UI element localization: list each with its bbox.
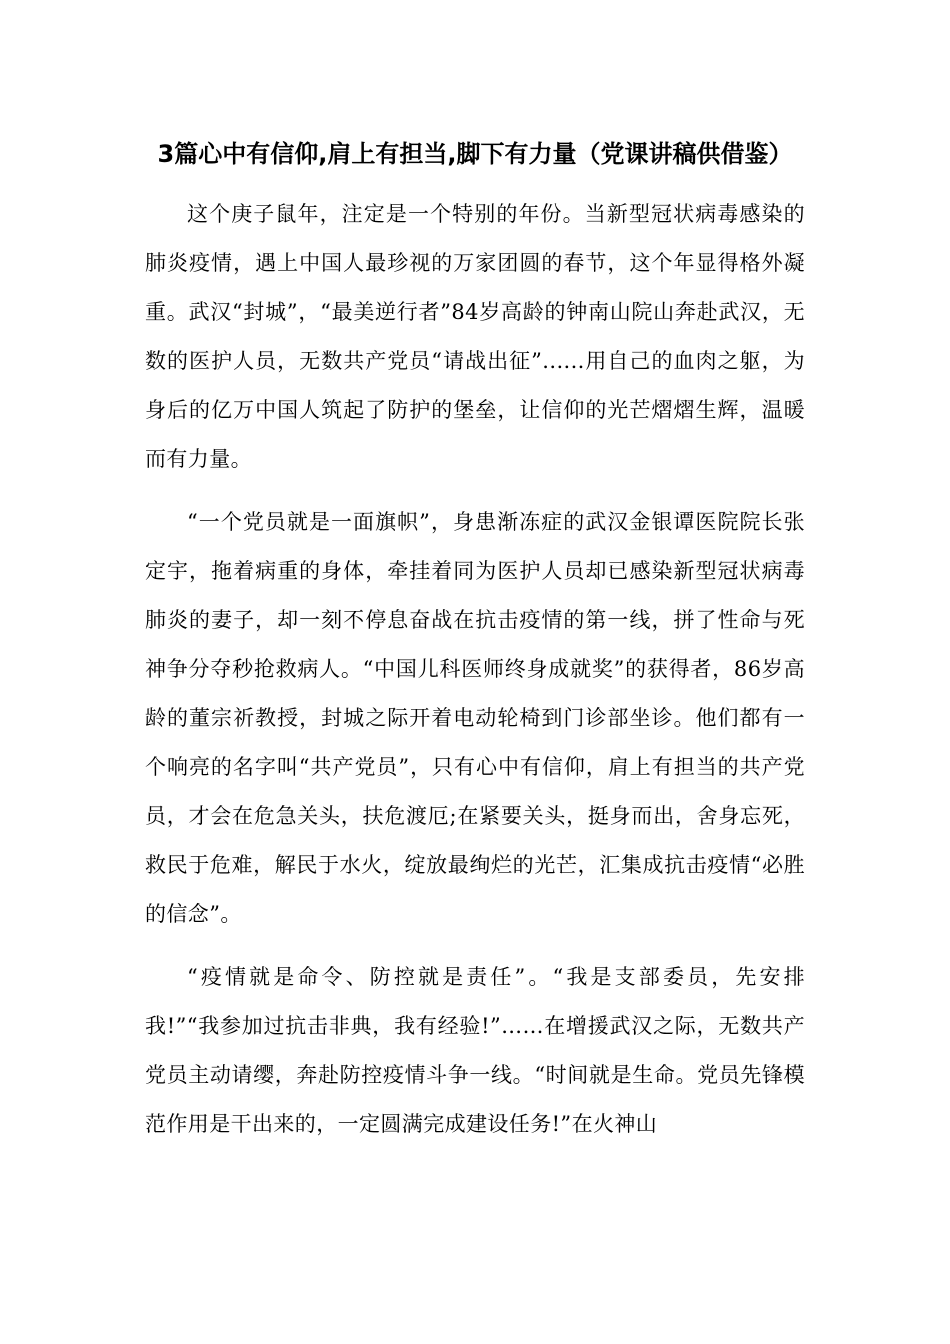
paragraph-2: “一个党员就是一面旗帜”，身患渐冻症的武汉金银谭医院院长张定宇，拖着病重的身体，牵挂着同为医护人员却已感染新型冠状病毒肺炎的妻子，却一刻不停息奋战在抗击疫情的第一线，拼了性命与死神争分夺秒抢救病人。“中国儿科医师终身成就奖”的获得者，86岁高龄的董宗祈教授，封城之际开着电动轮椅到门诊部坐诊。他们都有一个响亮的名字叫“共产党员”，只有心中有信仰，肩上有担当的共产党员，才会在危急关头，扶危渡厄;在紧要关头，挺身而出，舍身忘死，救民于危难，解民于水火，绽放最绚烂的光芒，汇集成抗击疫情“必胜的信念”。	[145, 510, 805, 926]
paragraph-1: 这个庚子鼠年，注定是一个特别的年份。当新型冠状病毒感染的肺炎疫情，遇上中国人最珍视的万家团圆的春节，这个年显得格外凝重。武汉“封城”，“最美逆行者”84岁高龄的钟南山院山奔赴武汉，无数的医护人员，无数共产党员“请战出征”......用自己的血肉之躯，为身后的亿万中国人筑起了防护的堡垒，让信仰的光芒熠熠生辉，温暖而有力量。	[145, 202, 805, 471]
paragraph-3: “疫情就是命令、防控就是责任”。“我是支部委员，先安排我!”“我参加过抗击非典，我有经验!”……在增援武汉之际，无数共产党员主动请缨，奔赴防控疫情斗争一线。“时间就是生命。党员先锋模范作用是干出来的，一定圆满完成建设任务!”在火神山	[145, 965, 805, 1136]
document-title: 3篇心中有信仰,肩上有担当,脚下有力量（党课讲稿供借鉴）	[157, 140, 793, 168]
